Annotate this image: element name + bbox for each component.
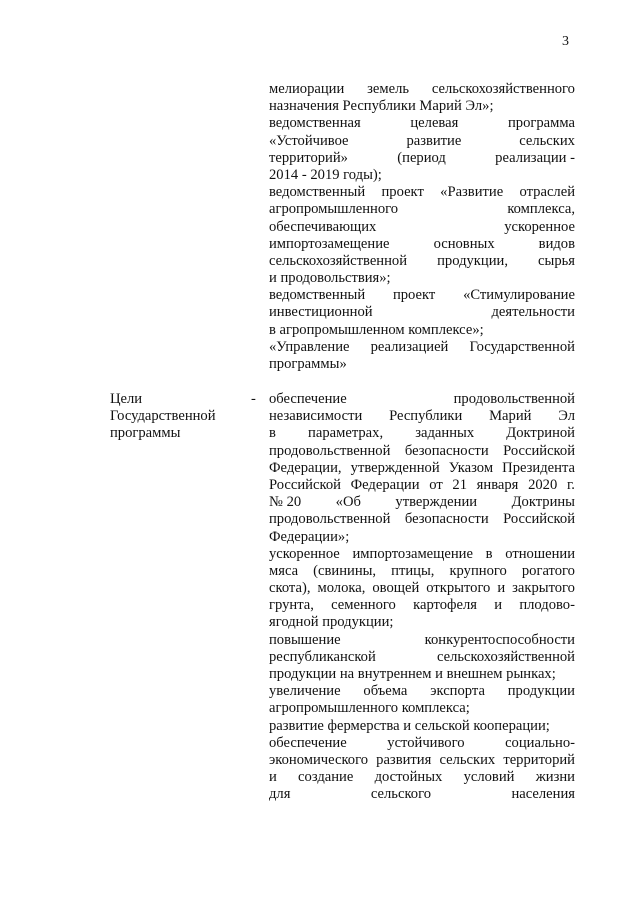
word: рогатого <box>521 562 575 579</box>
goals-label <box>110 391 258 443</box>
goals-text <box>269 391 575 804</box>
text-line <box>269 614 575 631</box>
text-line <box>269 563 575 580</box>
text-line <box>269 287 575 304</box>
program-list-continuation <box>269 81 575 373</box>
word: конкурентоспособности <box>424 631 575 648</box>
word: плодово- <box>519 597 575 614</box>
text-line <box>269 443 575 460</box>
word: основных <box>433 235 495 252</box>
word: Президента <box>502 459 575 476</box>
goals-label-line: Цели <box>110 391 143 407</box>
word: января <box>476 476 519 493</box>
word: достойных <box>374 769 443 786</box>
word: закрытого <box>512 580 575 597</box>
word: Республики <box>389 408 463 425</box>
text-line <box>269 786 575 803</box>
word: Марий <box>489 408 532 425</box>
word: сельскохозяйственной <box>269 252 408 269</box>
word: территорий <box>503 751 575 768</box>
word: развитие фермерства и сельской кооперации; <box>269 717 550 734</box>
text-line <box>269 184 575 201</box>
word: грунта, <box>269 597 314 614</box>
word: программы» <box>269 356 347 372</box>
goals-separator-dash: - <box>251 391 256 407</box>
word: сельскохозяйственного <box>431 81 575 97</box>
text-line <box>269 219 575 236</box>
word: агропромышленного комплекса; <box>269 700 470 717</box>
text-line <box>269 546 575 563</box>
word: в агропромышленном комплексе»; <box>269 321 484 338</box>
text-line <box>269 649 575 666</box>
word: социально- <box>505 734 575 751</box>
word: обеспечение <box>269 734 347 751</box>
word: объема <box>363 683 408 700</box>
text-line <box>269 167 575 184</box>
word: населения <box>511 786 575 803</box>
text-line <box>269 356 575 373</box>
word: независимости <box>269 408 363 425</box>
text-line <box>269 752 575 769</box>
word: импортозамещение <box>269 235 390 252</box>
word: продукции на внутреннем и внешнем рынках; <box>269 666 556 682</box>
word: сельских <box>439 751 496 768</box>
word: Указом <box>448 459 494 476</box>
word: Доктрины <box>511 494 575 511</box>
word: молока, <box>317 580 366 597</box>
word: и <box>497 580 506 597</box>
word: агропромышленного <box>269 201 399 218</box>
word: безопасности <box>404 442 489 459</box>
word: условий <box>463 769 515 786</box>
word: обеспечение <box>269 391 347 407</box>
word: Федерации <box>350 476 420 493</box>
text-line <box>269 580 575 597</box>
word: повышение <box>269 631 341 648</box>
text-line <box>269 253 575 270</box>
word: картофеля <box>413 597 477 614</box>
word: ягодной продукции; <box>269 614 394 631</box>
text-line <box>269 683 575 700</box>
text-line <box>269 735 575 752</box>
word: Государственной <box>469 338 575 355</box>
word: сельскохозяйственной <box>436 648 575 665</box>
word: «Развитие <box>440 184 504 201</box>
word: заданных <box>415 425 475 442</box>
text-line <box>269 339 575 356</box>
text-line <box>269 494 575 511</box>
word: для <box>269 786 291 803</box>
word: (период <box>397 149 446 166</box>
word: территорий» <box>269 149 348 166</box>
text-line <box>269 115 575 132</box>
word: обеспечивающих <box>269 218 377 235</box>
goals-label-line: Государственной <box>110 408 216 425</box>
word: «Об <box>335 494 361 511</box>
word: «Устойчивое <box>269 132 349 149</box>
word: ведомственный <box>269 184 366 201</box>
text-line <box>269 98 575 115</box>
word: и продовольствия»; <box>269 270 391 287</box>
word: инвестиционной <box>269 304 373 321</box>
word: от <box>429 476 443 493</box>
word: целевая <box>410 115 459 132</box>
text-line <box>269 270 575 287</box>
word: проект <box>392 287 436 304</box>
word: параметрах, <box>308 425 384 442</box>
word: увеличение <box>269 683 341 700</box>
word: республиканской <box>269 648 376 665</box>
word: сельского <box>370 786 432 803</box>
word: мелиорации <box>269 81 345 97</box>
word: развитие <box>406 132 462 149</box>
text-line <box>269 150 575 167</box>
word: мяса <box>269 562 299 579</box>
word: реализации - <box>495 149 575 166</box>
word: ведомственный <box>269 287 366 304</box>
word: 2020 <box>528 476 558 493</box>
word: видов <box>538 235 575 252</box>
word: комплекса, <box>507 201 575 218</box>
text-line <box>269 511 575 528</box>
word: № 20 <box>269 494 302 511</box>
word: Федерации»; <box>269 528 350 545</box>
text-line <box>269 529 575 546</box>
word: утвержденной <box>350 459 440 476</box>
text-line <box>269 718 575 735</box>
word: создание <box>298 769 354 786</box>
word: программа <box>507 115 575 132</box>
word: 2014 - 2019 годы); <box>269 166 382 183</box>
word: продовольственной <box>269 442 391 459</box>
text-line <box>269 597 575 614</box>
text-line <box>269 322 575 339</box>
text-line <box>269 391 575 408</box>
word: земель <box>367 81 410 97</box>
word: устойчивого <box>387 734 465 751</box>
word: экономического <box>269 751 369 768</box>
word: Федерации, <box>269 459 342 476</box>
word: продовольственной <box>453 391 575 407</box>
word: Доктриной <box>506 425 575 442</box>
word: «Стимулирование <box>463 287 575 304</box>
text-line <box>269 133 575 150</box>
word: экспорта <box>430 683 485 700</box>
word: деятельности <box>491 304 575 321</box>
word: реализацией <box>370 338 449 355</box>
text-line <box>269 81 575 98</box>
word: г. <box>566 476 575 493</box>
text-line <box>269 408 575 425</box>
word: ускоренное <box>504 218 575 235</box>
word: продукции, <box>437 252 508 269</box>
word: ускоренное <box>269 545 340 562</box>
word: овощей <box>372 580 420 597</box>
word: сельских <box>519 132 575 149</box>
word: Эл <box>558 408 575 425</box>
word: семенного <box>331 597 396 614</box>
word: жизни <box>535 769 575 786</box>
word: развития <box>376 751 432 768</box>
word: и <box>269 769 277 786</box>
word: назначения Республики Марий Эл»; <box>269 98 494 115</box>
word: Российской <box>503 511 575 528</box>
text-line <box>269 666 575 683</box>
word: птицы, <box>391 562 435 579</box>
word: продовольственной <box>269 511 391 528</box>
word: открытого <box>426 580 491 597</box>
text-line <box>269 201 575 218</box>
text-line <box>269 700 575 717</box>
text-line <box>269 632 575 649</box>
word: безопасности <box>404 511 489 528</box>
word: отношении <box>505 545 575 562</box>
word: ведомственная <box>269 115 361 132</box>
word: скота), <box>269 580 311 597</box>
word: продукции <box>507 683 575 700</box>
text-line <box>269 460 575 477</box>
text-line <box>269 477 575 494</box>
text-line <box>269 236 575 253</box>
text-line <box>269 769 575 786</box>
word: (свинины, <box>313 562 377 579</box>
word: «Управление <box>269 338 350 355</box>
page-number: 3 <box>562 34 569 49</box>
word: крупного <box>449 562 507 579</box>
text-line <box>269 304 575 321</box>
word: в <box>269 425 276 442</box>
word: Российской <box>503 442 575 459</box>
word: сырья <box>538 252 575 269</box>
text-line <box>269 425 575 442</box>
word: в <box>485 545 493 562</box>
word: отраслей <box>519 184 575 201</box>
goals-label-line: программы <box>110 425 181 442</box>
word: проект <box>381 184 424 201</box>
word: утверждении <box>395 494 478 511</box>
word: и <box>494 597 503 614</box>
word: импортозамещение <box>352 545 473 562</box>
word: Российской <box>269 476 341 493</box>
word: 21 <box>452 476 467 493</box>
